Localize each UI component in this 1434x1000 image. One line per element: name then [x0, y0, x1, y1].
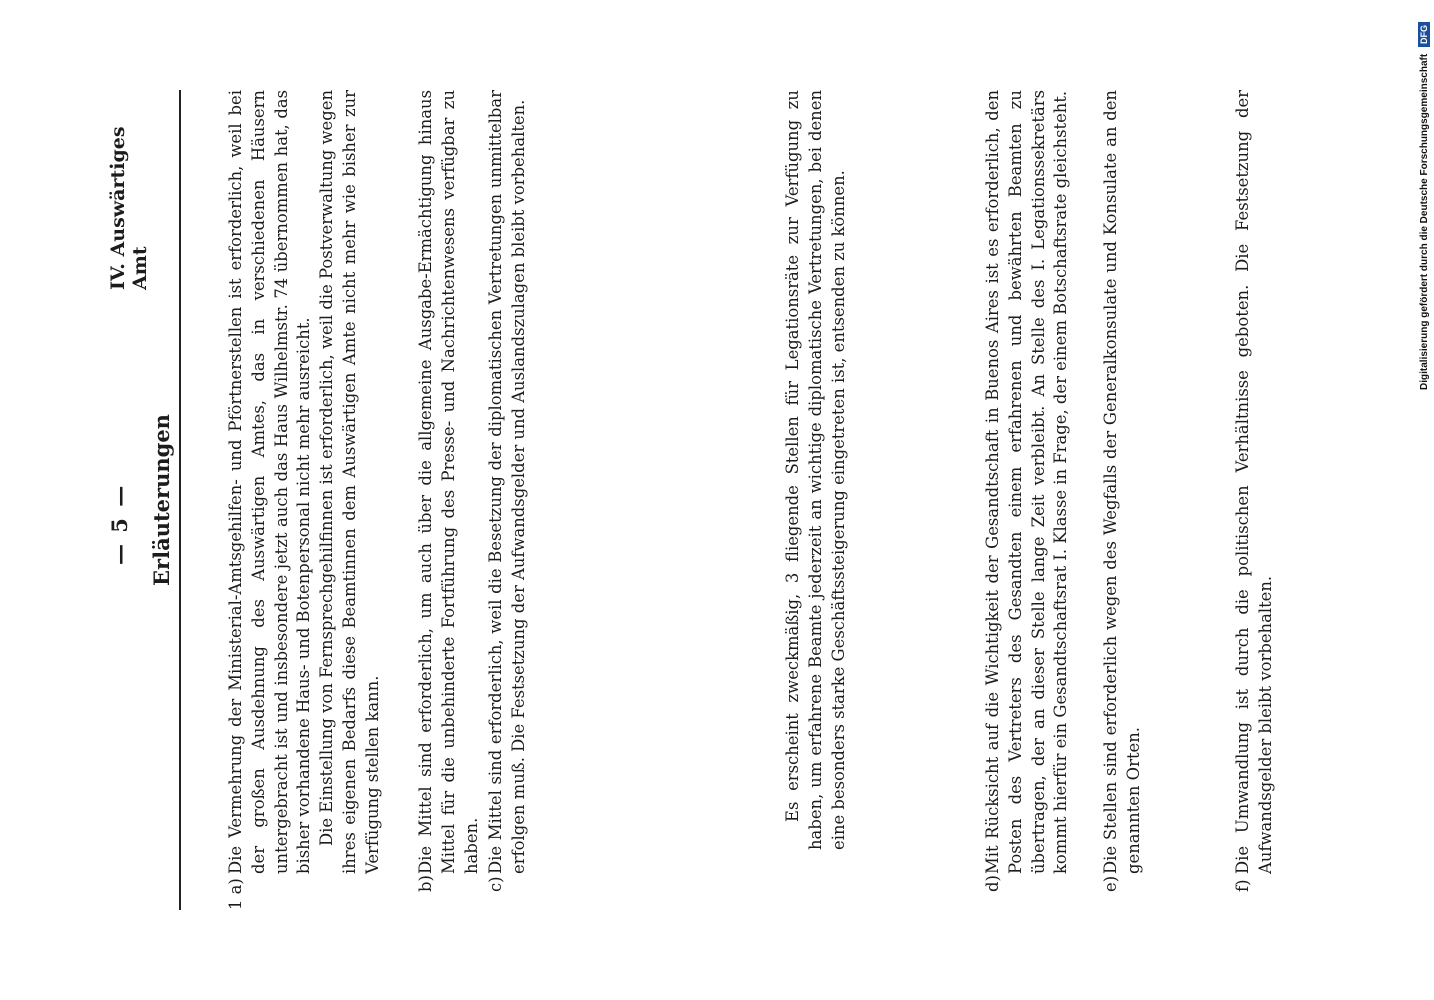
page-header	[107, 90, 151, 910]
paragraph-label: c)	[486, 876, 505, 892]
dfg-logo-icon: DFG	[1418, 22, 1430, 47]
paragraph-1f	[1232, 90, 1278, 910]
page-heading: Erläuterungen	[149, 414, 174, 586]
paragraph-legation	[782, 90, 850, 850]
paragraph-text: Die Umwandlung ist durch die politischen Verhältnisse geboten. Die Festsetzung der Aufwandsgelder bleibt vorbehalten.	[1233, 90, 1275, 874]
section-title: IV. Auswärtiges Amt	[107, 126, 151, 290]
paragraph-1d	[982, 90, 1073, 910]
paragraph-text-continued: Die Einstellung von Fernsprechgehilfinnen ist erforderlich, weil die Postverwaltung wegen ihres eigenen Bedarfs diese Beamtinnen dem Auswärtigen Amte nicht mehr wie bisher zur Verfügung stellen kann.	[317, 90, 382, 874]
rotated-sheet	[107, 90, 1317, 910]
credit-text: Digitalisierung gefördert durch die Deutsche Forschungsgemeinschaft	[1419, 53, 1430, 390]
paragraph-text: Mit Rücksicht auf die Wichtigkeit der Gesandtschaft in Buenos Aires ist es erforderlich, den Posten des Vertreters des Gesandten einem erfahrenen und bewährten Beamten zu übertragen, der an dieser Stelle lange Zeit verbleibt. An Stelle des I. Legationssekretärs kommt hierfür ein Gesandtschaftsrat I. Klasse in Frage, der einem Botschaftsrate gleichsteht.	[983, 90, 1071, 874]
paragraph-text: Die Stellen sind erforderlich wegen des Wegfalls der Generalkonsulate und Konsulate an den genannten Orten.	[1101, 90, 1143, 874]
paragraph-label: 1 a)	[226, 878, 245, 910]
paragraph-text: Die Mittel sind erforderlich, um auch über die allgemeine Ausgabe-Ermächtigung hinaus Mittel für die unbehinderte Fortführung des Presse- und Nachrichtenwesens verfügbar zu haben.	[416, 90, 481, 874]
paragraph-1a	[225, 90, 385, 910]
paragraph-1c	[485, 90, 531, 910]
paragraph-text: Die Mittel sind erforderlich, weil die Besetzung der diplomatischen Vertretungen unmittelbar erfolgen muß. Die Festsetzung der Aufwandsgelder und Auslandszulagen bleibt vorbehalten.	[486, 90, 528, 874]
paragraph-1b	[415, 90, 483, 910]
paragraph-text: Die Vermehrung der Ministerial-Amtsgehilfen- und Pförtnerstellen ist erforderlich, weil bei der großen Ausdehnung des Auswärtigen Amtes, das in verschiedenen Häusern untergebracht ist und insbesondere jetzt auch das Haus Wilhelmstr. 74 übernommen hat, das bisher vorhandene Haus- und Botenpersonal nicht mehr ausreicht.	[226, 90, 314, 874]
paragraph-label: f)	[1233, 879, 1252, 892]
paragraph-text: Es erscheint zweckmäßig, 3 fliegende Stellen für Legationsräte zur Verfügung zu haben, um erfahrene Beamte jederzeit an wichtige diplomatische Vertretungen, bei denen eine besonders starke Geschäftssteigerung eingetreten ist, entsenden zu können.	[783, 90, 848, 850]
header-rule	[179, 90, 181, 910]
paragraph-1e	[1100, 90, 1146, 910]
paragraph-label: e)	[1101, 875, 1120, 892]
paragraph-label: d)	[983, 875, 1002, 892]
dfg-credit	[1418, 22, 1430, 390]
paragraph-label: b)	[416, 875, 435, 892]
page-number: — 5 —	[107, 483, 132, 565]
